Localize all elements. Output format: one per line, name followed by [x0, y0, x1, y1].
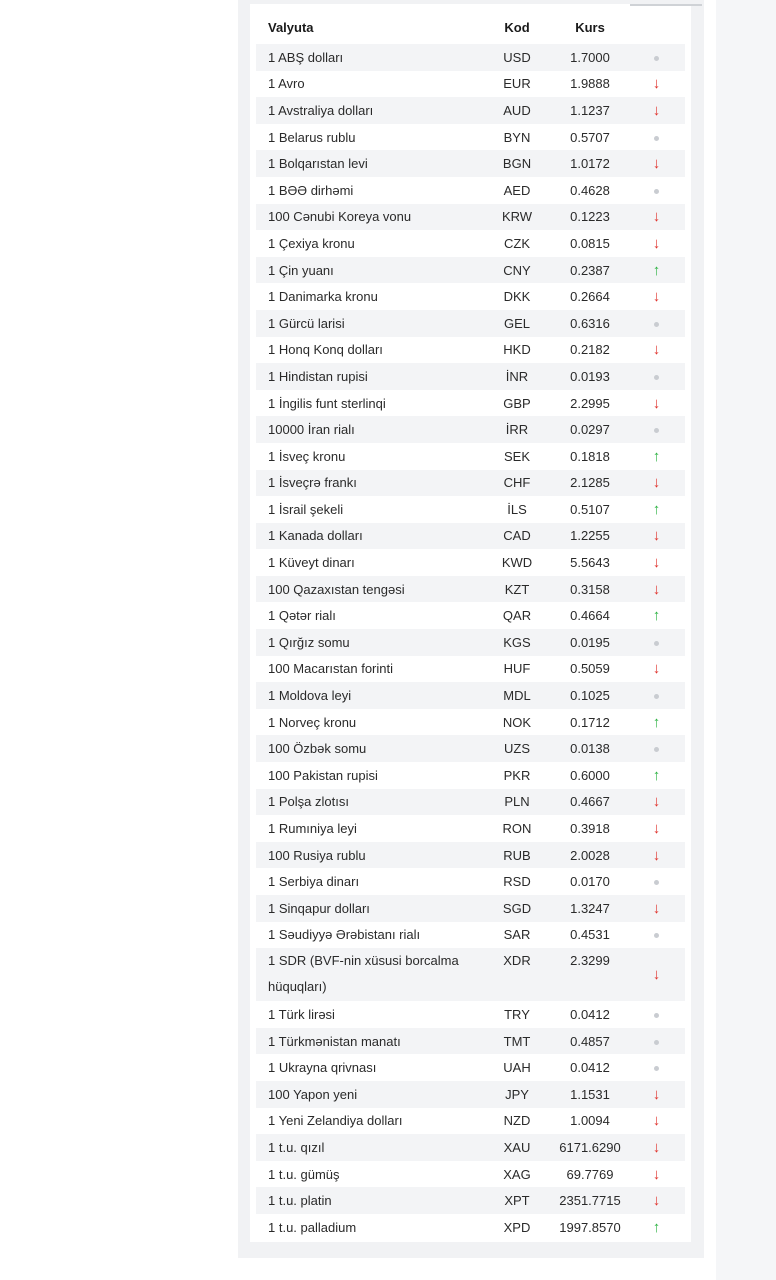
currency-rate: 1.0172 — [552, 150, 628, 177]
currency-name: 1 Kanada dolları — [256, 523, 482, 550]
trend-cell — [628, 709, 685, 736]
table-row — [256, 71, 685, 98]
currency-name: 100 Qazaxıstan tengəsi — [256, 576, 482, 603]
arrow-up-icon: ↑ — [652, 447, 661, 465]
currency-name: 1 Küveyt dinarı — [268, 555, 355, 571]
table-row — [256, 1187, 685, 1214]
currency-code: KZT — [482, 576, 552, 603]
arrow-up-icon: ↑ — [652, 261, 661, 279]
currency-code: RON — [502, 821, 532, 837]
currency-code: KRW — [482, 204, 552, 231]
currency-code: CZK — [504, 235, 530, 251]
currency-code: XAG — [503, 1166, 531, 1182]
currency-rate: 0.0170 — [570, 874, 610, 890]
table-row — [256, 1134, 685, 1161]
arrow-down-icon: ↓ — [652, 1112, 661, 1130]
currency-name: 100 Yapon yeni — [256, 1081, 482, 1108]
table-row — [256, 922, 685, 949]
currency-code: QAR — [502, 608, 532, 624]
trend-cell — [628, 124, 685, 151]
currency-rate: 1997.8570 — [559, 1219, 621, 1235]
arrow-down-icon: ↓ — [652, 341, 661, 359]
currency-name: 100 Pakistan rupisi — [268, 767, 378, 783]
table-row — [256, 789, 685, 816]
table-row — [256, 230, 685, 257]
currency-rate: 0.0297 — [552, 416, 628, 443]
table-row — [256, 948, 685, 1001]
arrow-up-icon: ↑ — [652, 607, 661, 625]
currency-rate: 0.3918 — [570, 821, 610, 837]
currency-rate: 0.3158 — [552, 576, 628, 603]
currency-code: EUR — [503, 76, 531, 92]
arrow-down-icon: ↓ — [652, 793, 661, 811]
table-body — [256, 44, 685, 1241]
currency-name: 1 Türk lirəsi — [268, 1006, 335, 1022]
currency-code: GBP — [503, 395, 531, 411]
currency-rate: 1.1237 — [552, 97, 628, 124]
currency-rate: 0.2182 — [570, 342, 610, 358]
currency-name: 1 Hindistan rupisi — [256, 363, 482, 390]
trend-cell — [628, 1187, 685, 1214]
currency-code: XPD — [503, 1219, 531, 1235]
currency-code: JPY — [482, 1081, 552, 1108]
trend-cell — [628, 150, 685, 177]
currency-name: 1 t.u. gümüş — [268, 1166, 340, 1182]
currency-rate: 0.1712 — [570, 714, 610, 730]
currency-rate: 69.7769 — [566, 1166, 614, 1182]
table-row — [256, 868, 685, 895]
currency-name: 1 Gürcü larisi — [256, 310, 482, 337]
currency-rate: 1.2255 — [552, 523, 628, 550]
trend-cell — [628, 283, 685, 310]
table-row — [256, 1108, 685, 1135]
arrow-down-icon: ↓ — [652, 208, 661, 226]
trend-cell — [628, 230, 685, 257]
dot-icon — [654, 375, 659, 380]
table-row — [256, 1161, 685, 1188]
currency-rate: 0.4531 — [570, 927, 610, 943]
trend-cell — [628, 682, 685, 709]
currency-name: 1 ABŞ dolları — [256, 44, 482, 71]
currency-rate: 1.7000 — [552, 44, 628, 71]
currency-name: 1 Serbiya dinarı — [268, 874, 360, 890]
arrow-down-icon: ↓ — [652, 1085, 661, 1103]
table-row — [256, 842, 685, 869]
currency-name: 1 Qətər rialı — [268, 608, 336, 624]
dot-icon — [654, 1066, 659, 1071]
trend-cell — [628, 416, 685, 443]
currency-rate: 0.4628 — [570, 182, 610, 198]
currency-rate: 1.9888 — [570, 76, 610, 92]
currency-name: 1 İsrail şekeli — [268, 501, 344, 517]
currency-name: 1 İsveçrə frankı — [256, 470, 482, 497]
currency-name: 1 Ukrayna qrivnası — [268, 1060, 377, 1076]
currency-name: 1 İngilis funt sterlinqi — [268, 395, 386, 411]
table-row — [256, 1028, 685, 1055]
currency-name: 1 Yeni Zelandiya dolları — [268, 1113, 403, 1129]
currency-code: NOK — [502, 714, 532, 730]
dot-icon — [654, 136, 659, 141]
trend-cell — [628, 44, 685, 71]
header-trend — [628, 10, 685, 44]
currency-code: RSD — [503, 874, 531, 890]
currency-rate: 0.6316 — [552, 310, 628, 337]
currency-rates-table — [256, 10, 685, 1241]
table-row — [256, 310, 685, 337]
currency-name: 1 t.u. qızıl — [256, 1134, 482, 1161]
arrow-down-icon: ↓ — [652, 554, 661, 572]
table-row — [256, 390, 685, 417]
arrow-down-icon: ↓ — [652, 1138, 661, 1156]
arrow-up-icon: ↑ — [652, 500, 661, 518]
currency-rate: 6171.6290 — [552, 1134, 628, 1161]
trend-cell — [628, 443, 685, 470]
currency-rate: 1.1531 — [552, 1081, 628, 1108]
trend-cell — [628, 97, 685, 124]
trend-cell — [628, 204, 685, 231]
currency-rate: 2.3299 — [552, 948, 628, 1001]
currency-rate: 0.2387 — [552, 257, 628, 284]
dot-icon — [654, 694, 659, 699]
currency-code: PKR — [503, 767, 531, 783]
currency-code: KGS — [482, 629, 552, 656]
trend-cell — [628, 842, 685, 869]
rates-card — [250, 4, 691, 1242]
arrow-up-icon: ↑ — [652, 1218, 661, 1236]
arrow-down-icon: ↓ — [652, 234, 661, 252]
trend-cell — [628, 257, 685, 284]
right-background-strip — [716, 0, 776, 1280]
trend-cell — [628, 602, 685, 629]
currency-code: USD — [482, 44, 552, 71]
trend-cell — [628, 310, 685, 337]
trend-cell — [628, 762, 685, 789]
currency-rate: 0.1025 — [552, 682, 628, 709]
trend-cell — [628, 470, 685, 497]
currency-code: CAD — [482, 523, 552, 550]
table-row — [256, 496, 685, 523]
trend-cell — [628, 1134, 685, 1161]
trend-cell — [628, 789, 685, 816]
currency-code: SEK — [503, 448, 530, 464]
currency-rate: 2.1285 — [552, 470, 628, 497]
trend-cell — [628, 1028, 685, 1055]
trend-cell — [628, 337, 685, 364]
currency-rate: 0.0195 — [552, 629, 628, 656]
trend-cell — [628, 948, 685, 1001]
trend-cell — [628, 71, 685, 98]
arrow-down-icon: ↓ — [652, 394, 661, 412]
currency-code: NZD — [503, 1113, 531, 1129]
currency-name: 1 Avstraliya dolları — [256, 97, 482, 124]
currency-name: 100 Cənubi Koreya vonu — [256, 204, 482, 231]
arrow-up-icon: ↑ — [652, 713, 661, 731]
currency-rate: 0.4664 — [570, 608, 610, 624]
top-divider — [630, 4, 702, 6]
currency-name: 1 Rumıniya leyi — [268, 821, 357, 837]
currency-rate: 0.0138 — [552, 735, 628, 762]
table-row — [256, 815, 685, 842]
arrow-down-icon: ↓ — [652, 1165, 661, 1183]
arrow-down-icon: ↓ — [652, 899, 661, 917]
table-row — [256, 44, 685, 71]
currency-code: XAU — [482, 1134, 552, 1161]
currency-code: XDR — [482, 948, 552, 1001]
currency-code: TMT — [482, 1028, 552, 1055]
arrow-down-icon: ↓ — [652, 580, 661, 598]
currency-name: 1 Sinqapur dolları — [256, 895, 482, 922]
trend-cell — [628, 629, 685, 656]
currency-rate: 0.5059 — [570, 661, 610, 677]
currency-name: 1 Belarus rublu — [268, 129, 356, 145]
table-row — [256, 602, 685, 629]
currency-rate: 0.1818 — [570, 448, 610, 464]
table-row — [256, 523, 685, 550]
currency-name: 1 Türkmənistan manatı — [256, 1028, 482, 1055]
table-row — [256, 895, 685, 922]
currency-code: HUF — [503, 661, 531, 677]
arrow-down-icon: ↓ — [652, 966, 661, 984]
trend-cell — [628, 576, 685, 603]
arrow-down-icon: ↓ — [652, 155, 661, 173]
arrow-down-icon: ↓ — [652, 101, 661, 119]
arrow-down-icon: ↓ — [652, 527, 661, 545]
currency-rate: 0.2664 — [570, 289, 610, 305]
currency-code: İNR — [482, 363, 552, 390]
table-row — [256, 97, 685, 124]
currency-code: UAH — [503, 1060, 531, 1076]
dot-icon — [654, 933, 659, 938]
currency-rate: 0.0193 — [552, 363, 628, 390]
currency-code: KWD — [501, 555, 533, 571]
table-row — [256, 629, 685, 656]
currency-name: 1 Honq Konq dolları — [268, 342, 383, 358]
dot-icon — [654, 56, 659, 61]
currency-code: PLN — [482, 789, 552, 816]
currency-code: BGN — [482, 150, 552, 177]
dot-icon — [654, 1040, 659, 1045]
table-row — [256, 735, 685, 762]
currency-rate: 2.0028 — [552, 842, 628, 869]
table-row — [256, 283, 685, 310]
currency-rate: 1.0094 — [570, 1113, 610, 1129]
table-row — [256, 1001, 685, 1028]
currency-rate: 0.6000 — [570, 767, 610, 783]
currency-code: SGD — [482, 895, 552, 922]
trend-cell — [628, 1001, 685, 1028]
currency-rate: 5.5643 — [570, 555, 610, 571]
trend-cell — [628, 656, 685, 683]
arrow-down-icon: ↓ — [652, 660, 661, 678]
trend-cell — [628, 735, 685, 762]
currency-code: İLS — [507, 501, 527, 517]
table-row — [256, 124, 685, 151]
trend-cell — [628, 868, 685, 895]
arrow-down-icon: ↓ — [652, 75, 661, 93]
dot-icon — [654, 189, 659, 194]
currency-code: RUB — [482, 842, 552, 869]
currency-code: CNY — [482, 257, 552, 284]
currency-rate: 0.4857 — [552, 1028, 628, 1055]
table-row — [256, 549, 685, 576]
arrow-down-icon: ↓ — [652, 288, 661, 306]
table-row — [256, 177, 685, 204]
currency-rate: 0.0412 — [570, 1006, 610, 1022]
currency-rate: 0.5707 — [570, 129, 610, 145]
trend-cell — [628, 496, 685, 523]
table-row — [256, 150, 685, 177]
currency-name: 1 Avro — [268, 76, 305, 92]
arrow-up-icon: ↑ — [652, 766, 661, 784]
trend-cell — [628, 390, 685, 417]
currency-code: DKK — [503, 289, 531, 305]
currency-rate: 0.0815 — [570, 235, 610, 251]
table-row — [256, 576, 685, 603]
currency-code: UZS — [482, 735, 552, 762]
currency-name: 1 Səudiyyə Ərəbistanı rialı — [268, 927, 421, 943]
table-row — [256, 656, 685, 683]
table-row — [256, 257, 685, 284]
currency-rate: 0.1223 — [552, 204, 628, 231]
currency-code: AED — [503, 182, 531, 198]
currency-rate: 0.4667 — [552, 789, 628, 816]
currency-code: GEL — [482, 310, 552, 337]
trend-cell — [628, 1161, 685, 1188]
table-row — [256, 1081, 685, 1108]
table-row — [256, 709, 685, 736]
currency-name: 1 Çexiya kronu — [268, 235, 355, 251]
trend-cell — [628, 1214, 685, 1241]
dot-icon — [654, 747, 659, 752]
table-row — [256, 363, 685, 390]
arrow-down-icon: ↓ — [652, 846, 661, 864]
currency-code: BYN — [503, 129, 531, 145]
table-row — [256, 204, 685, 231]
currency-name: 1 Bolqarıstan levi — [256, 150, 482, 177]
currency-rate: 2351.7715 — [552, 1187, 628, 1214]
currency-rate: 1.3247 — [552, 895, 628, 922]
currency-name: 1 SDR (BVF-nin xüsusi borcalma hüquqları) — [256, 948, 482, 1001]
trend-cell — [628, 523, 685, 550]
rates-panel — [238, 0, 704, 1258]
currency-name: 1 Polşa zlotısı — [256, 789, 482, 816]
currency-code: MDL — [482, 682, 552, 709]
trend-cell — [628, 549, 685, 576]
table-row — [256, 470, 685, 497]
currency-code: HKD — [503, 342, 531, 358]
table-row — [256, 1214, 685, 1241]
currency-code: İRR — [482, 416, 552, 443]
header-currency: Valyuta — [268, 19, 314, 35]
arrow-down-icon: ↓ — [652, 474, 661, 492]
table-row — [256, 762, 685, 789]
trend-cell — [628, 1081, 685, 1108]
trend-cell — [628, 922, 685, 949]
currency-rate: 0.5107 — [570, 501, 610, 517]
currency-name: 1 İsveç kronu — [268, 448, 346, 464]
currency-rate: 0.0412 — [570, 1060, 610, 1076]
currency-name: 1 BƏƏ dirhəmi — [268, 182, 354, 198]
dot-icon — [654, 428, 659, 433]
trend-cell — [628, 895, 685, 922]
header-code: Kod — [504, 19, 530, 35]
currency-name: 100 Rusiya rublu — [256, 842, 482, 869]
currency-name: 100 Özbək somu — [256, 735, 482, 762]
table-row — [256, 337, 685, 364]
trend-cell — [628, 1054, 685, 1081]
arrow-down-icon: ↓ — [652, 820, 661, 838]
trend-cell — [628, 1108, 685, 1135]
header-rate: Kurs — [575, 19, 605, 35]
currency-name: 100 Macarıstan forinti — [268, 661, 394, 677]
table-header-row — [256, 10, 685, 44]
currency-name: 1 Norveç kronu — [268, 714, 357, 730]
table-row — [256, 1054, 685, 1081]
currency-code: CHF — [482, 470, 552, 497]
currency-name: 1 Moldova leyi — [256, 682, 482, 709]
currency-name: 1 Qırğız somu — [256, 629, 482, 656]
currency-name: 1 Danimarka kronu — [268, 289, 378, 305]
dot-icon — [654, 880, 659, 885]
currency-code: XPT — [482, 1187, 552, 1214]
dot-icon — [654, 641, 659, 646]
arrow-down-icon: ↓ — [652, 1192, 661, 1210]
currency-rate: 2.2995 — [570, 395, 610, 411]
trend-cell — [628, 363, 685, 390]
trend-cell — [628, 815, 685, 842]
currency-code: TRY — [504, 1006, 530, 1022]
dot-icon — [654, 1013, 659, 1018]
table-row — [256, 443, 685, 470]
currency-name: 1 t.u. platin — [256, 1187, 482, 1214]
trend-cell — [628, 177, 685, 204]
dot-icon — [654, 322, 659, 327]
currency-code: AUD — [482, 97, 552, 124]
table-row — [256, 416, 685, 443]
currency-name: 1 t.u. palladium — [268, 1219, 357, 1235]
currency-name: 10000 İran rialı — [256, 416, 482, 443]
table-row — [256, 682, 685, 709]
currency-code: SAR — [503, 927, 531, 943]
currency-name: 1 Çin yuanı — [256, 257, 482, 284]
